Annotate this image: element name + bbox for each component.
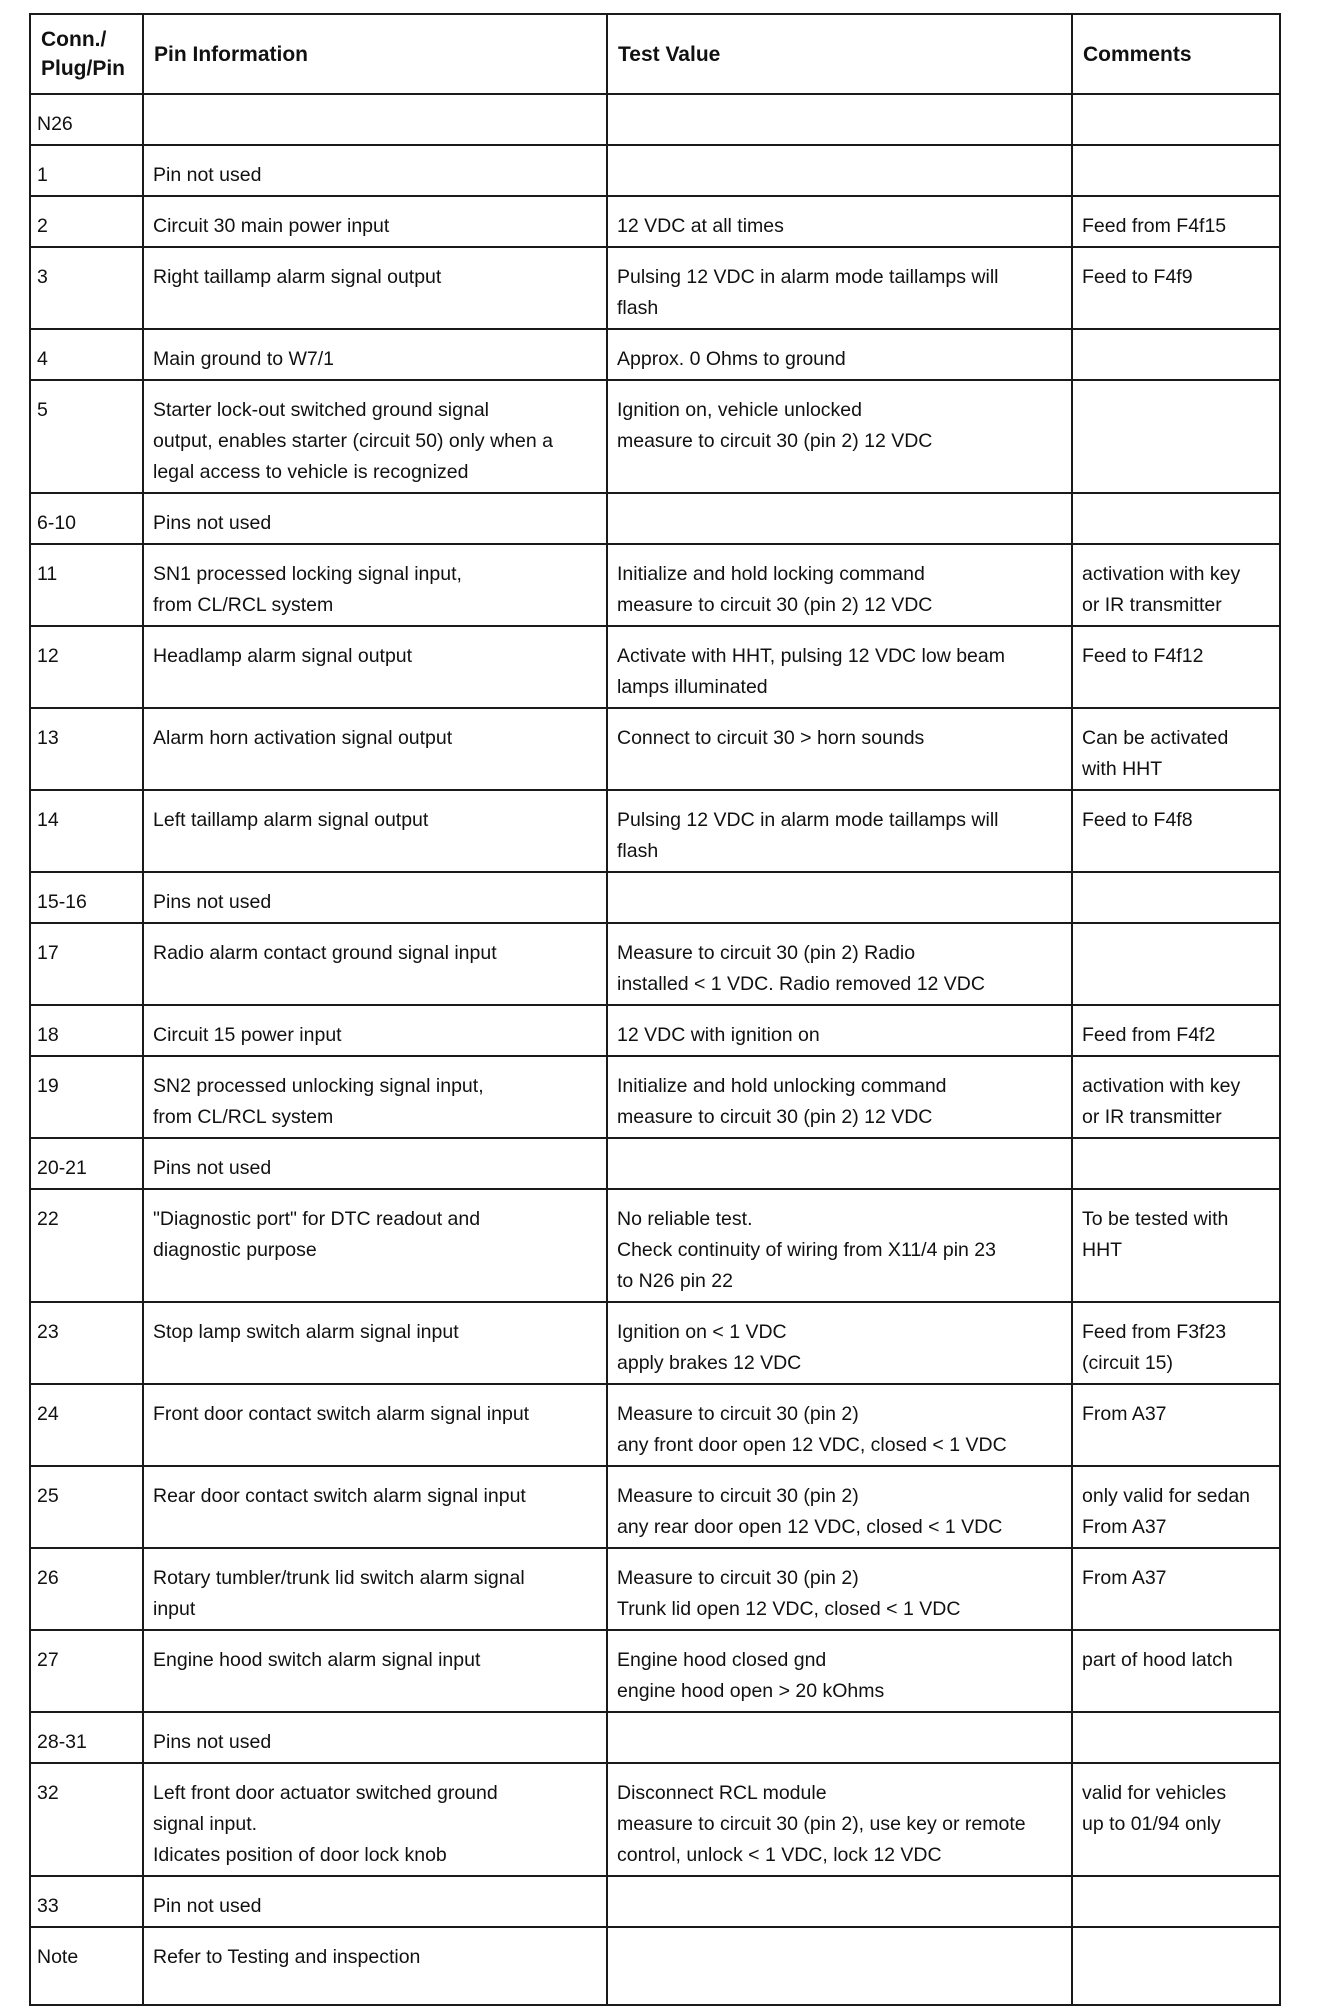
pin-info-cell: Radio alarm contact ground signal input [143, 923, 607, 1005]
test-value-cell: Measure to circuit 30 (pin 2) any rear door open 12 VDC, closed < 1 VDC [607, 1466, 1072, 1548]
table-row [30, 380, 1280, 493]
pin-info-cell: Engine hood switch alarm signal input [143, 1630, 607, 1712]
pin-info-cell: Right taillamp alarm signal output [143, 247, 607, 329]
pin-cell: 24 [30, 1384, 143, 1466]
pin-info-cell: Circuit 30 main power input [143, 196, 607, 247]
test-value-cell: Measure to circuit 30 (pin 2) Radio installed < 1 VDC. Radio removed 12 VDC [607, 923, 1072, 1005]
pin-info-cell: Starter lock-out switched ground signal output, enables starter (circuit 50) only when a legal access to vehicle is recognized [143, 380, 607, 493]
test-value-cell: Initialize and hold locking command measure to circuit 30 (pin 2) 12 VDC [607, 544, 1072, 626]
test-value-cell: Pulsing 12 VDC in alarm mode taillamps will flash [607, 790, 1072, 872]
test-value-cell [607, 145, 1072, 196]
comments-cell [1072, 923, 1280, 1005]
pin-cell: 2 [30, 196, 143, 247]
pin-cell: 33 [30, 1876, 143, 1927]
header-pin-information: Pin Information [143, 14, 607, 94]
table-row [30, 544, 1280, 626]
pin-cell: 11 [30, 544, 143, 626]
pin-cell: 4 [30, 329, 143, 380]
test-value-cell: Disconnect RCL module measure to circuit 30 (pin 2), use key or remote control, unlock < 1 VDC, lock 12 VDC [607, 1763, 1072, 1876]
pin-cell: 28-31 [30, 1712, 143, 1763]
table-row [30, 1384, 1280, 1466]
pin-cell: 17 [30, 923, 143, 1005]
table-row [30, 626, 1280, 708]
comments-cell: activation with key or IR transmitter [1072, 1056, 1280, 1138]
pin-cell: 3 [30, 247, 143, 329]
pin-cell: 13 [30, 708, 143, 790]
comments-cell [1072, 380, 1280, 493]
pin-info-cell: SN2 processed unlocking signal input, from CL/RCL system [143, 1056, 607, 1138]
pin-cell: 32 [30, 1763, 143, 1876]
pin-info-cell: SN1 processed locking signal input, from CL/RCL system [143, 544, 607, 626]
pin-info-cell: Pins not used [143, 1712, 607, 1763]
test-value-cell: Activate with HHT, pulsing 12 VDC low beam lamps illuminated [607, 626, 1072, 708]
pin-info-cell [143, 94, 607, 145]
header-row [30, 14, 1280, 94]
test-value-cell: Connect to circuit 30 > horn sounds [607, 708, 1072, 790]
pin-cell: 14 [30, 790, 143, 872]
pin-info-cell: Left front door actuator switched ground signal input. Idicates position of door lock knob [143, 1763, 607, 1876]
pin-info-cell: Pin not used [143, 145, 607, 196]
pin-cell: 25 [30, 1466, 143, 1548]
pin-info-cell: Pins not used [143, 493, 607, 544]
test-value-cell [607, 1927, 1072, 2005]
test-value-cell: Initialize and hold unlocking command measure to circuit 30 (pin 2) 12 VDC [607, 1056, 1072, 1138]
test-value-cell: Measure to circuit 30 (pin 2) any front door open 12 VDC, closed < 1 VDC [607, 1384, 1072, 1466]
table-row [30, 1138, 1280, 1189]
comments-cell [1072, 329, 1280, 380]
comments-cell: To be tested with HHT [1072, 1189, 1280, 1302]
test-value-cell: Ignition on < 1 VDC apply brakes 12 VDC [607, 1302, 1072, 1384]
pin-info-cell: Pins not used [143, 872, 607, 923]
test-value-cell: Pulsing 12 VDC in alarm mode taillamps will flash [607, 247, 1072, 329]
pin-info-cell: Rotary tumbler/trunk lid switch alarm signal input [143, 1548, 607, 1630]
pin-cell: 5 [30, 380, 143, 493]
table-row [30, 1630, 1280, 1712]
table-row [30, 94, 1280, 145]
comments-cell [1072, 493, 1280, 544]
comments-cell [1072, 872, 1280, 923]
pin-info-cell: Stop lamp switch alarm signal input [143, 1302, 607, 1384]
pin-cell: 12 [30, 626, 143, 708]
pin-info-cell: Front door contact switch alarm signal input [143, 1384, 607, 1466]
pin-info-cell: Circuit 15 power input [143, 1005, 607, 1056]
table-row [30, 1005, 1280, 1056]
pin-info-cell: "Diagnostic port" for DTC readout and diagnostic purpose [143, 1189, 607, 1302]
pin-cell: 20-21 [30, 1138, 143, 1189]
test-value-cell: No reliable test. Check continuity of wiring from X11/4 pin 23 to N26 pin 22 [607, 1189, 1072, 1302]
table-row [30, 790, 1280, 872]
test-value-cell [607, 1712, 1072, 1763]
comments-cell: Feed from F4f2 [1072, 1005, 1280, 1056]
pin-info-cell: Headlamp alarm signal output [143, 626, 607, 708]
test-value-cell [607, 1876, 1072, 1927]
comments-cell: part of hood latch [1072, 1630, 1280, 1712]
comments-cell: Feed to F4f12 [1072, 626, 1280, 708]
pin-info-cell: Main ground to W7/1 [143, 329, 607, 380]
table-row [30, 493, 1280, 544]
pin-cell: 1 [30, 145, 143, 196]
header-conn-plug-pin: Conn./ Plug/Pin [30, 14, 143, 94]
pin-cell: 27 [30, 1630, 143, 1712]
header-test-value: Test Value [607, 14, 1072, 94]
header-comments: Comments [1072, 14, 1280, 94]
test-value-cell: Engine hood closed gnd engine hood open > 20 kOhms [607, 1630, 1072, 1712]
table-row [30, 329, 1280, 380]
table-row [30, 923, 1280, 1005]
pin-table [29, 13, 1281, 2006]
table-row [30, 1466, 1280, 1548]
comments-cell [1072, 1927, 1280, 2005]
pin-cell: 15-16 [30, 872, 143, 923]
table-body [30, 94, 1280, 2005]
pin-info-cell: Rear door contact switch alarm signal input [143, 1466, 607, 1548]
table-row [30, 1056, 1280, 1138]
pin-info-cell: Pin not used [143, 1876, 607, 1927]
table-row [30, 1763, 1280, 1876]
comments-cell: Feed from F4f15 [1072, 196, 1280, 247]
table-row [30, 1302, 1280, 1384]
table-row [30, 145, 1280, 196]
table-row [30, 708, 1280, 790]
comments-cell: activation with key or IR transmitter [1072, 544, 1280, 626]
test-value-cell [607, 493, 1072, 544]
test-value-cell [607, 94, 1072, 145]
pin-cell: 22 [30, 1189, 143, 1302]
test-value-cell: Ignition on, vehicle unlocked measure to circuit 30 (pin 2) 12 VDC [607, 380, 1072, 493]
comments-cell: Feed from F3f23 (circuit 15) [1072, 1302, 1280, 1384]
comments-cell [1072, 145, 1280, 196]
pin-cell: 26 [30, 1548, 143, 1630]
pin-info-cell: Refer to Testing and inspection [143, 1927, 607, 2005]
test-value-cell: Measure to circuit 30 (pin 2) Trunk lid open 12 VDC, closed < 1 VDC [607, 1548, 1072, 1630]
test-value-cell: 12 VDC at all times [607, 196, 1072, 247]
pin-info-cell: Alarm horn activation signal output [143, 708, 607, 790]
comments-cell: valid for vehicles up to 01/94 only [1072, 1763, 1280, 1876]
comments-cell [1072, 1712, 1280, 1763]
table-row [30, 1712, 1280, 1763]
comments-cell: From A37 [1072, 1548, 1280, 1630]
pin-info-cell: Left taillamp alarm signal output [143, 790, 607, 872]
test-value-cell: 12 VDC with ignition on [607, 1005, 1072, 1056]
pin-cell: 23 [30, 1302, 143, 1384]
comments-cell [1072, 94, 1280, 145]
table-row [30, 1189, 1280, 1302]
table-row [30, 247, 1280, 329]
pin-info-cell: Pins not used [143, 1138, 607, 1189]
test-value-cell: Approx. 0 Ohms to ground [607, 329, 1072, 380]
pin-cell: N26 [30, 94, 143, 145]
comments-cell: Can be activated with HHT [1072, 708, 1280, 790]
comments-cell: only valid for sedan From A37 [1072, 1466, 1280, 1548]
test-value-cell [607, 872, 1072, 923]
comments-cell: From A37 [1072, 1384, 1280, 1466]
table-row [30, 1927, 1280, 2005]
test-value-cell [607, 1138, 1072, 1189]
comments-cell [1072, 1138, 1280, 1189]
table-row [30, 872, 1280, 923]
pin-cell: 19 [30, 1056, 143, 1138]
table-row [30, 1548, 1280, 1630]
pin-cell: 6-10 [30, 493, 143, 544]
comments-cell: Feed to F4f9 [1072, 247, 1280, 329]
pin-cell: Note [30, 1927, 143, 2005]
pin-cell: 18 [30, 1005, 143, 1056]
comments-cell: Feed to F4f8 [1072, 790, 1280, 872]
comments-cell [1072, 1876, 1280, 1927]
table-row [30, 196, 1280, 247]
table-row [30, 1876, 1280, 1927]
